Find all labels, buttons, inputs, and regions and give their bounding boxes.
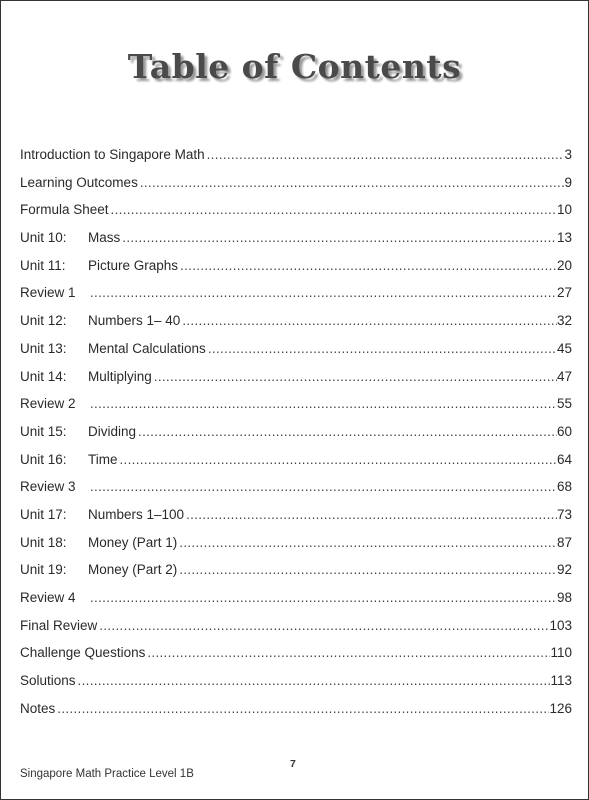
dot-leader	[154, 369, 557, 384]
toc-unit-number: Unit 16:	[20, 451, 67, 467]
toc-entry	[20, 396, 572, 424]
toc-entry	[20, 369, 572, 397]
toc-unit-number: Unit 15:	[20, 423, 67, 439]
toc-unit-number: Unit 13:	[20, 340, 67, 356]
toc-unit-name: Mass	[88, 230, 121, 246]
toc-entry	[20, 341, 572, 369]
toc-unit-number: Unit 17:	[20, 506, 67, 522]
footer-book-title: Singapore Math Practice Level 1B	[20, 768, 194, 780]
dot-leader	[207, 147, 565, 162]
toc-unit-name: Numbers 1– 40	[88, 313, 181, 329]
toc-entry-page: 110	[550, 645, 572, 661]
toc-unit-number: Unit 19:	[20, 562, 67, 578]
toc-entry	[20, 673, 572, 701]
toc-unit-name: Picture Graphs	[88, 257, 179, 273]
dot-leader	[138, 424, 557, 439]
table-of-contents	[20, 147, 572, 728]
toc-entry-page: 113	[550, 673, 572, 689]
toc-unit-number: Unit 10:	[20, 230, 67, 246]
page-title: Table of Contents	[127, 47, 462, 86]
toc-entry	[20, 645, 572, 673]
toc-review-label: Review 1	[20, 285, 76, 301]
toc-entry-label: Solutions	[20, 673, 76, 689]
toc-unit-name: Multiplying	[88, 368, 152, 384]
toc-unit-name: Money (Part 1)	[88, 534, 178, 550]
toc-entry-page: 126	[549, 700, 572, 716]
toc-entry-page: 98	[556, 590, 572, 605]
toc-entry	[20, 479, 572, 507]
toc-entry	[20, 507, 572, 535]
dot-leader	[140, 175, 565, 190]
dot-leader	[90, 479, 557, 494]
dot-leader	[120, 452, 557, 467]
toc-entry-label: Introduction to Singapore Math	[20, 147, 205, 162]
toc-entry	[20, 230, 572, 258]
dot-leader	[99, 618, 549, 633]
dot-leader	[90, 396, 557, 411]
toc-entry-label: Formula Sheet	[20, 202, 109, 218]
dot-leader	[122, 230, 557, 245]
toc-entry-page: 20	[556, 257, 572, 273]
toc-entry	[20, 313, 572, 341]
dot-leader	[57, 701, 549, 716]
toc-unit-number: Unit 11:	[20, 257, 66, 273]
toc-entry-page: 103	[549, 617, 572, 633]
toc-entry	[20, 258, 572, 286]
toc-entry-page: 27	[556, 285, 572, 301]
toc-unit-number: Unit 12:	[20, 313, 67, 329]
toc-entry-page: 55	[556, 396, 572, 412]
toc-entry-page: 47	[556, 368, 572, 384]
toc-entry-label: Notes	[20, 700, 56, 716]
toc-entry	[20, 618, 572, 646]
dot-leader	[90, 590, 557, 605]
page-number: 7	[290, 758, 296, 770]
toc-entry-page: 32	[556, 313, 572, 329]
toc-review-label: Review 3	[20, 479, 76, 495]
toc-entry-label: Challenge Questions	[20, 645, 146, 661]
toc-unit-name: Time	[88, 451, 118, 467]
dot-leader	[186, 507, 557, 522]
toc-entry	[20, 424, 572, 452]
toc-entry	[20, 452, 572, 480]
toc-entry-page: 60	[556, 423, 572, 439]
toc-unit-name: Numbers 1–100	[88, 506, 185, 522]
toc-entry-page: 87	[556, 534, 572, 550]
toc-unit-number: Unit 18:	[20, 534, 67, 550]
toc-unit-name: Mental Calculations	[88, 340, 206, 356]
toc-entry-page: 3	[564, 147, 572, 162]
toc-entry-label: Final Review	[20, 617, 98, 633]
dot-leader	[78, 673, 551, 688]
toc-unit-name: Dividing	[88, 423, 137, 439]
dot-leader	[180, 258, 557, 273]
toc-review-label: Review 2	[20, 396, 76, 412]
toc-entry-page: 10	[556, 202, 572, 218]
toc-entry-label: Learning Outcomes	[20, 174, 138, 190]
dot-leader	[208, 341, 557, 356]
dot-leader	[90, 285, 557, 300]
dot-leader	[179, 562, 557, 577]
dot-leader	[179, 535, 557, 550]
toc-entry	[20, 175, 572, 203]
toc-entry	[20, 590, 572, 618]
toc-entry	[20, 285, 572, 313]
dot-leader	[182, 313, 557, 328]
dot-leader	[111, 202, 557, 217]
toc-unit-name: Money (Part 2)	[88, 562, 178, 578]
toc-entry-page: 73	[556, 506, 572, 522]
toc-entry	[20, 147, 572, 175]
toc-entry-page: 9	[564, 174, 572, 190]
toc-entry-page: 92	[556, 562, 572, 578]
toc-entry	[20, 535, 572, 563]
toc-unit-number: Unit 14:	[20, 368, 67, 384]
toc-entry	[20, 701, 572, 729]
dot-leader	[147, 645, 550, 660]
toc-review-label: Review 4	[20, 590, 76, 605]
toc-entry-page: 68	[556, 479, 572, 495]
toc-entry-page: 13	[556, 230, 572, 246]
toc-entry-page: 45	[556, 340, 572, 356]
toc-entry	[20, 562, 572, 590]
toc-entry-page: 64	[556, 451, 572, 467]
toc-entry	[20, 202, 572, 230]
